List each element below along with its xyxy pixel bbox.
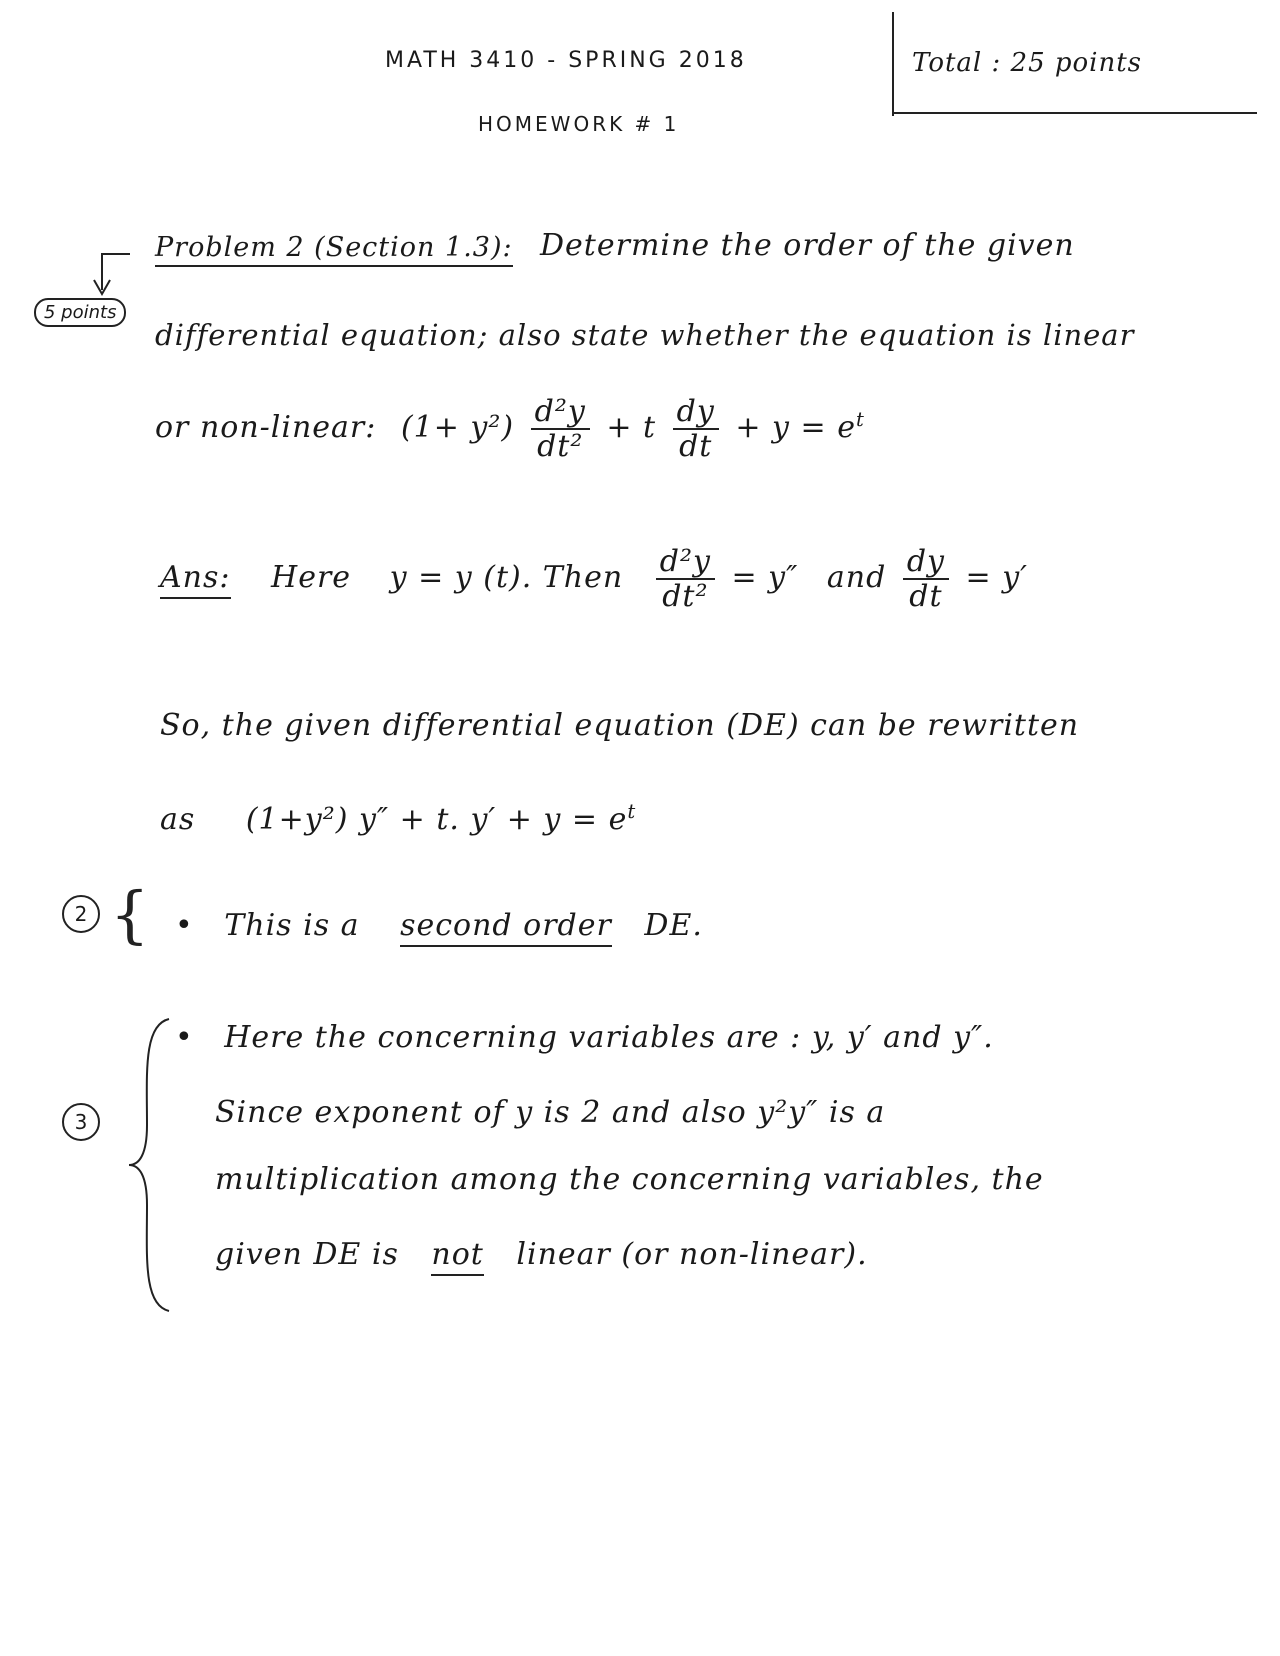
fraction-denominator: dt²: [662, 579, 709, 614]
fraction-d2y-dt2: [531, 395, 590, 463]
answer-here: Here: [271, 560, 352, 595]
linear-points-badge: 3: [62, 1103, 100, 1141]
fraction-denominator: dt²: [537, 429, 584, 464]
fraction-numerator: dy: [903, 545, 949, 580]
answer-rewritten-line: [160, 800, 636, 837]
linear-bullet: •: [175, 1020, 194, 1055]
problem-line-3-prefix: or non-linear:: [155, 410, 377, 445]
order-line: [175, 908, 703, 943]
answer-rewritten: (1+y²) y″ + t. y′ + y = e: [245, 802, 628, 837]
linear-line-4-not: not: [431, 1237, 483, 1276]
linear-line-4: [215, 1237, 868, 1272]
answer-line-1: [160, 545, 1028, 613]
linear-brace: [125, 1015, 175, 1315]
order-brace: {: [110, 878, 150, 951]
fraction-numerator: d²y: [656, 545, 715, 580]
linear-line-4-a: given DE is: [215, 1237, 399, 1272]
linear-line-3: multiplication among the concerning variables, the: [215, 1162, 1044, 1197]
answer-label: Ans:: [160, 560, 231, 599]
linear-line-4-b: linear (or non-linear).: [516, 1237, 868, 1272]
course-title: MATH 3410 - SPRING 2018: [385, 48, 747, 73]
linear-line-1-text: Here the concerning variables are : y, y′ and y″.: [224, 1020, 994, 1055]
linear-line-2: Since exponent of y is 2 and also y²y″ is a: [215, 1095, 886, 1130]
fraction-d2y-dt2: [656, 545, 715, 613]
answer-y-of-t: y = y (t). Then: [389, 560, 624, 595]
answer-eq-y1: = y′: [965, 560, 1028, 595]
problem-line-2: differential equation; also state whether the equation is linear: [155, 318, 1135, 352]
problem-label: [155, 232, 513, 263]
problem-line-1: Determine the order of the given: [540, 228, 1075, 263]
fraction-denominator: dt: [909, 579, 943, 614]
total-points: Total : 25 points: [912, 48, 1143, 78]
fraction-dy-dt: [673, 395, 719, 463]
eq-part-a: (1+ y²): [400, 410, 515, 445]
fraction-numerator: dy: [673, 395, 719, 430]
problem-equation-line: [155, 395, 865, 463]
answer-as: as: [160, 802, 196, 837]
total-box-rule: [892, 112, 1257, 114]
problem-points-badge: 5 points: [34, 298, 126, 327]
eq-part-c: + y = e: [735, 410, 856, 445]
eq-part-b: + t: [606, 410, 657, 445]
order-points-badge: 2: [62, 895, 100, 933]
order-prefix: This is a: [224, 908, 360, 943]
answer-eq-y2: = y″: [731, 560, 799, 595]
answer-rewritten-exponent: t: [627, 800, 637, 823]
answer-so-line: So, the given differential equation (DE) can be rewritten: [160, 708, 1080, 743]
order-highlight: second order: [400, 908, 612, 947]
fraction-denominator: dt: [679, 429, 713, 464]
problem-label-text: Problem 2 (Section 1.3):: [155, 232, 513, 267]
order-suffix: DE.: [644, 908, 703, 943]
eq-exponent: t: [855, 408, 865, 431]
total-box-divider: [892, 12, 894, 116]
homework-title: HOMEWORK # 1: [478, 112, 680, 136]
linear-line-1: [175, 1020, 994, 1055]
fraction-numerator: d²y: [531, 395, 590, 430]
answer-and: and: [826, 560, 887, 595]
arrow-down-icon: [92, 250, 132, 300]
fraction-dy-dt: [903, 545, 949, 613]
order-bullet: •: [175, 908, 194, 943]
